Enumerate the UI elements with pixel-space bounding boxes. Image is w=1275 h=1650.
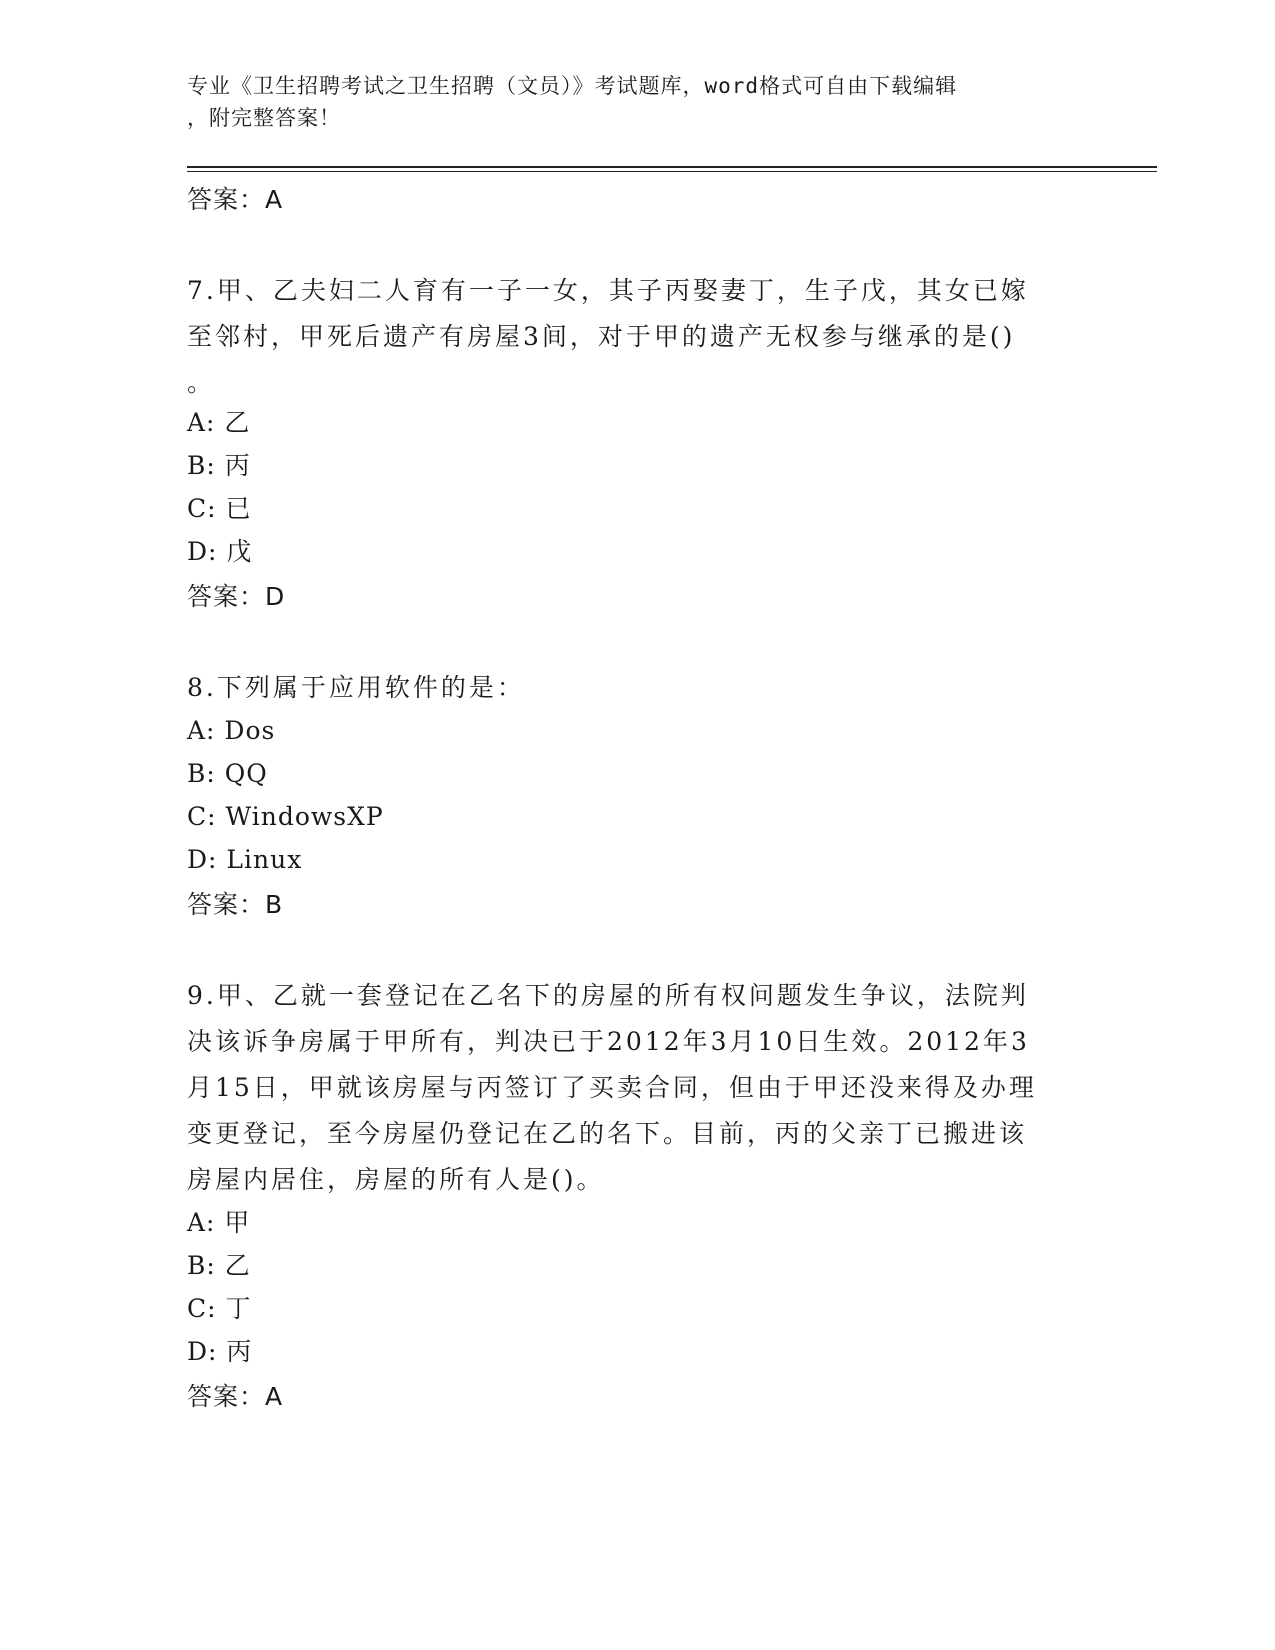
document-header	[187, 70, 1067, 134]
question-line: 8.下列属于应用软件的是：	[187, 673, 525, 702]
question-line: 房屋内居住，房屋的所有人是()。	[187, 1165, 605, 1194]
question-line: 7.甲、乙夫妇二人育有一子一女，其子丙娶妻丁，生子戊，其女已嫁	[187, 276, 1029, 305]
header-divider	[187, 166, 1157, 172]
option-d: D: 丙	[187, 1337, 253, 1366]
question-line: 月15日，甲就该房屋与丙签订了买卖合同，但由于甲还没来得及办理	[187, 1073, 1037, 1102]
answer: 答案：A	[187, 1382, 284, 1411]
question-line: 9.甲、乙就一套登记在乙名下的房屋的所有权问题发生争议，法院判	[187, 981, 1029, 1010]
question-line: 。	[187, 368, 216, 397]
option-b: B: 丙	[187, 451, 251, 480]
question-block-8	[187, 665, 1157, 921]
document-page	[187, 70, 1157, 1413]
header-line-1: 专业《卫生招聘考试之卫生招聘（文员）》考试题库，word格式可自由下载编辑	[187, 74, 958, 98]
answer: 答案：D	[187, 582, 286, 611]
question-text	[187, 665, 1067, 711]
option-b: B: QQ	[187, 759, 268, 788]
question-block-9	[187, 973, 1157, 1413]
option-b: B: 乙	[187, 1251, 251, 1280]
option-a: A: 甲	[187, 1208, 251, 1237]
option-c: C: WindowsXP	[187, 802, 384, 831]
option-c: C: 已	[187, 494, 252, 523]
question-line: 决该诉争房属于甲所有，判决已于2012年3月10日生效。2012年3	[187, 1027, 1030, 1056]
option-d: D: Linux	[187, 845, 303, 874]
option-d: D: 戊	[187, 537, 253, 566]
option-c: C: 丁	[187, 1294, 252, 1323]
option-a: A: Dos	[187, 716, 276, 745]
header-line-2: ，附完整答案！	[187, 106, 341, 130]
option-a: A: 乙	[187, 408, 251, 437]
question-text	[187, 268, 1067, 406]
answer: 答案：B	[187, 890, 284, 919]
answer-previous: 答案：A	[187, 185, 284, 214]
question-line: 至邻村，甲死后遗产有房屋3间，对于甲的遗产无权参与继承的是()	[187, 322, 1016, 351]
question-line: 变更登记，至今房屋仍登记在乙的名下。目前，丙的父亲丁已搬进该	[187, 1119, 1028, 1148]
question-block-7	[187, 268, 1157, 613]
question-text	[187, 973, 1067, 1203]
